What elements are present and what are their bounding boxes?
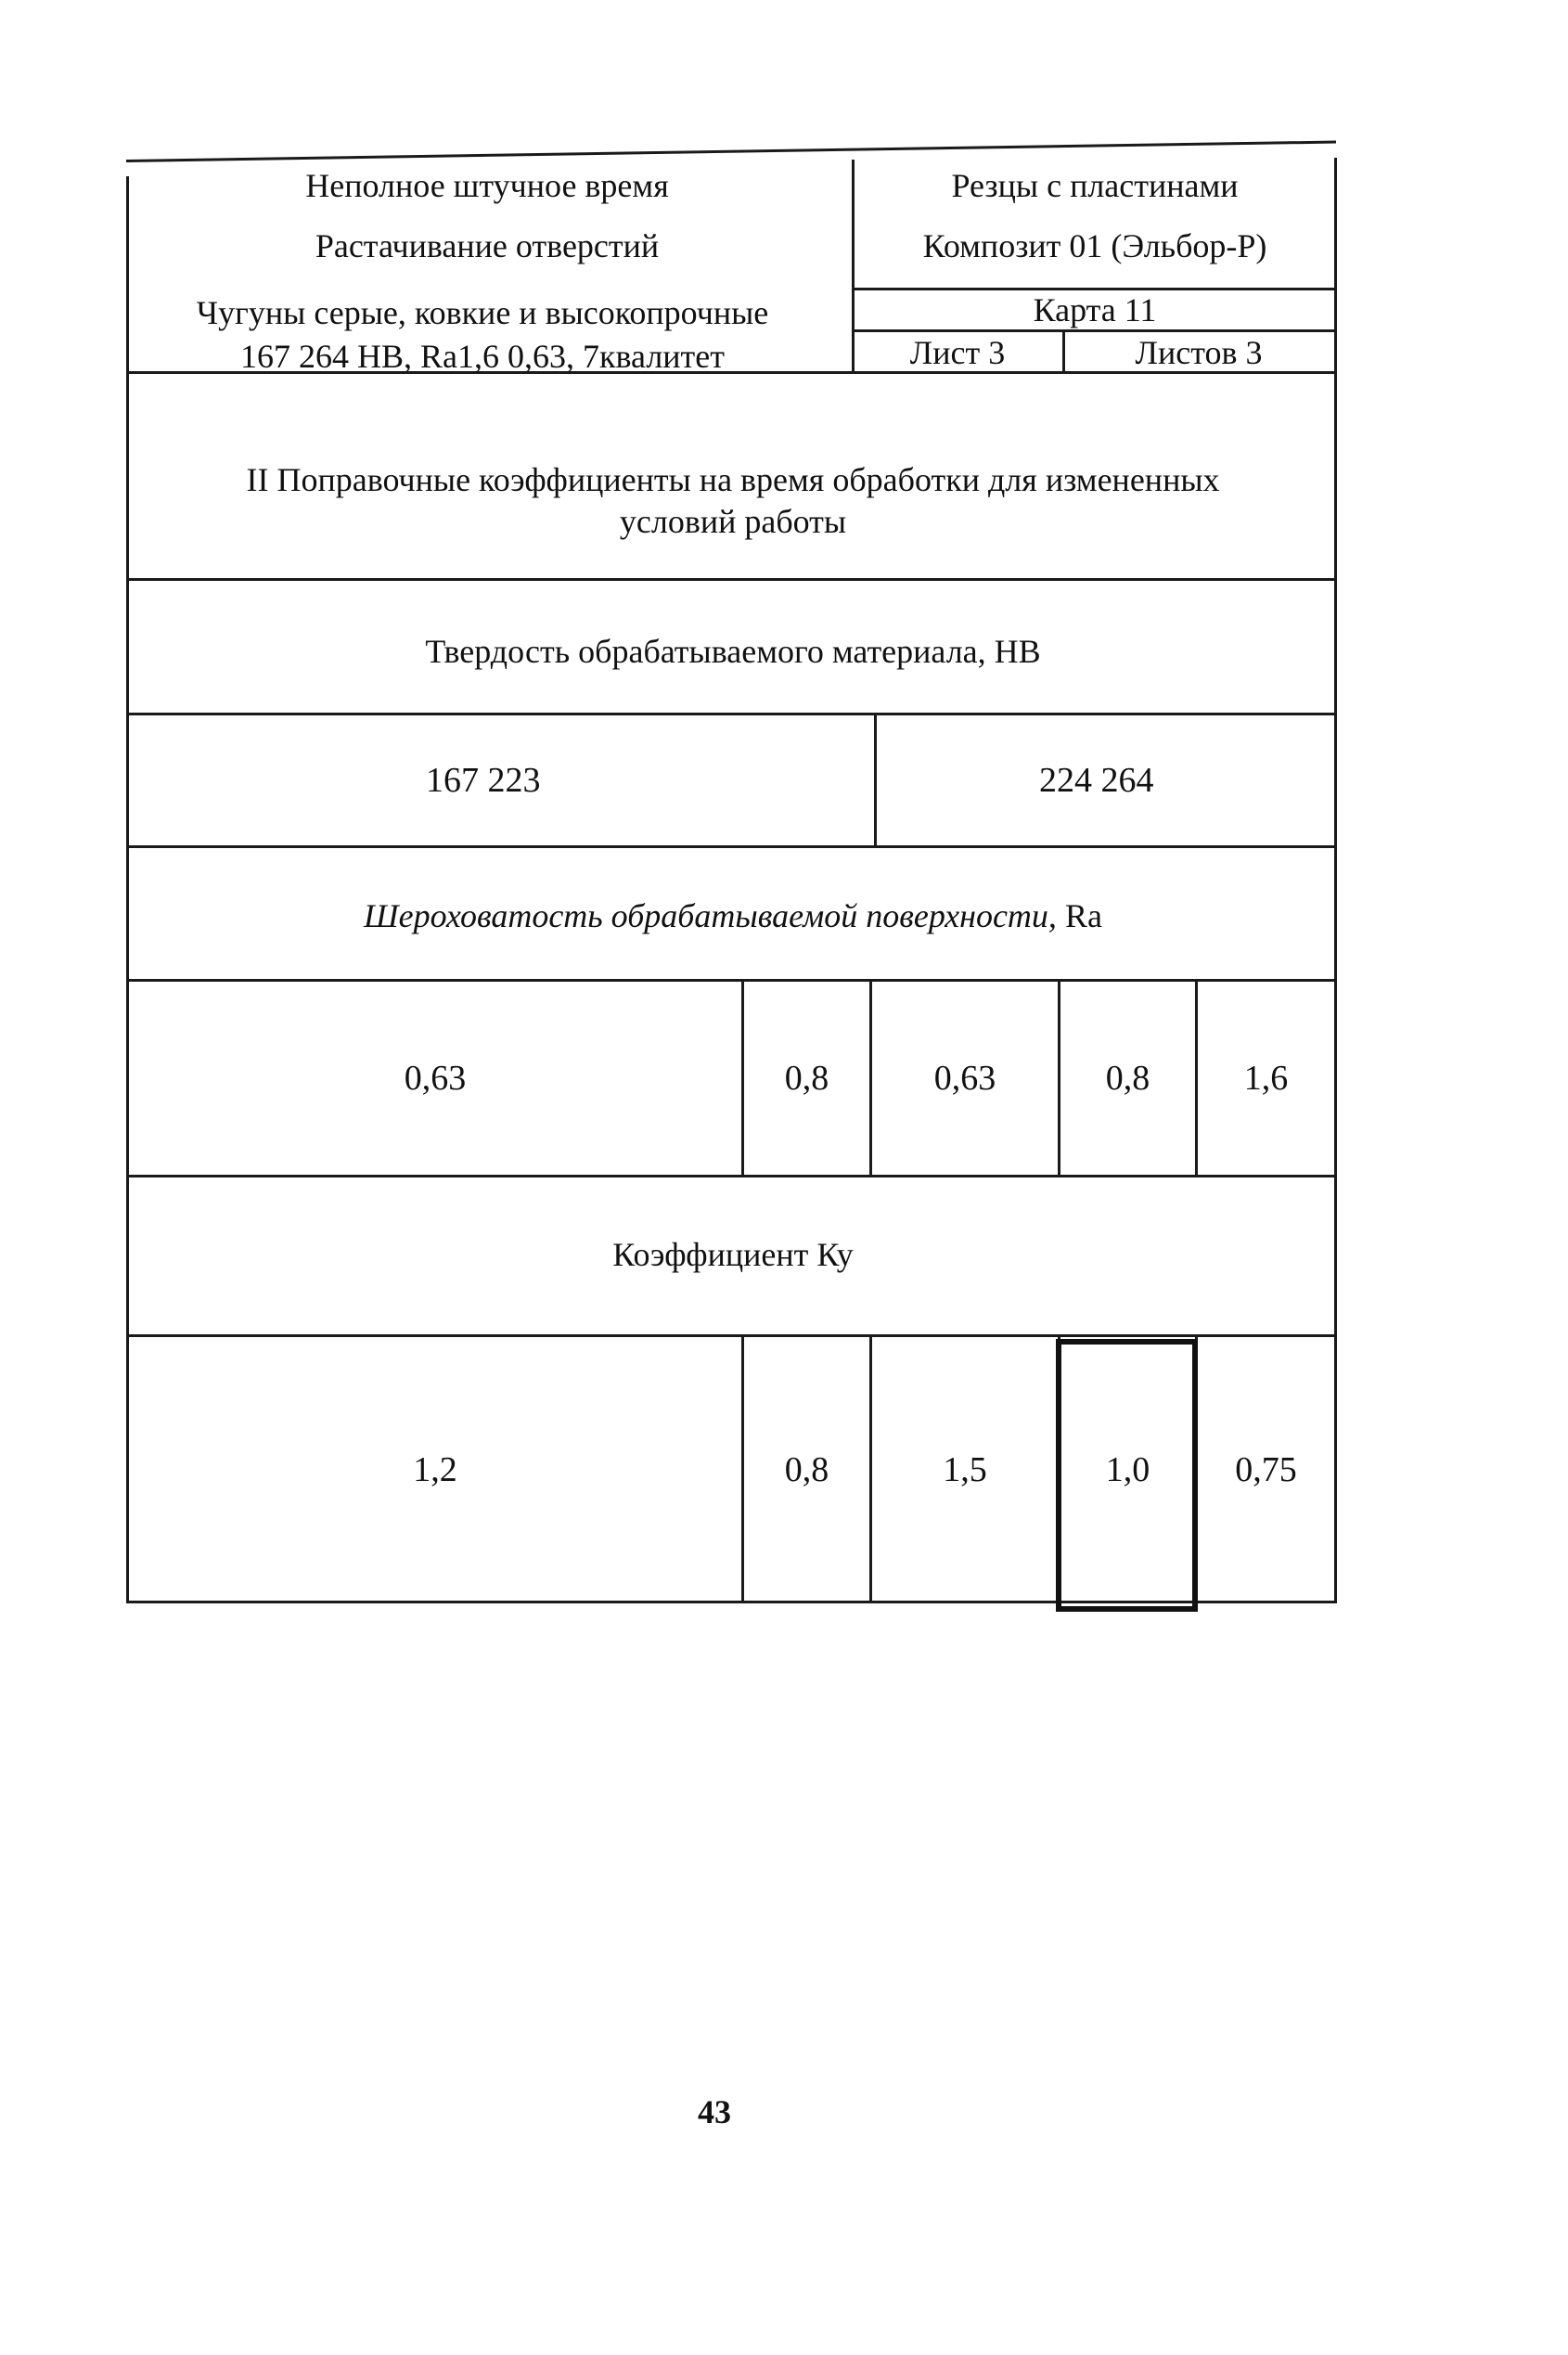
- section-ii-bottom: [126, 578, 1336, 581]
- roughness-value-3: 0,63: [933, 1059, 996, 1098]
- coefficient-title: Коэффициент Ку: [612, 1236, 854, 1273]
- roughness-values-bottom: [126, 1175, 1336, 1178]
- header-left-line-1: Неполное штучное время: [305, 167, 669, 204]
- hardness-ranges-bottom: [126, 845, 1336, 848]
- coefficient-value-2: 0,8: [784, 1449, 829, 1489]
- roughness-value-4: 0,8: [1105, 1059, 1150, 1098]
- sheets-total: Листов 3: [1135, 334, 1263, 371]
- roughness-title-text: Шероховатость обрабатываемой поверхности,: [364, 897, 1057, 934]
- hardness-title: Твердость обрабатываемого материала, НВ: [425, 633, 1041, 670]
- hardness-range-1: 167 223: [426, 761, 541, 800]
- coefficient-value-4: 1,0: [1105, 1449, 1150, 1489]
- section-title-line-1: II Поправочные коэффициенты на время обработки для измененных: [246, 461, 1220, 498]
- header-left-line-3: Чугуны серые, ковкие и высокопрочные: [196, 294, 769, 331]
- page-number: 43: [698, 2093, 731, 2130]
- coefficient-value-1: 1,2: [413, 1449, 457, 1489]
- table-top-border: [126, 141, 1336, 162]
- header-right-subdivider: [1062, 329, 1065, 373]
- table-right-border: [1334, 158, 1337, 1603]
- sheet-number: Лист 3: [909, 334, 1006, 371]
- coefficient-value-5: 0,75: [1235, 1449, 1297, 1489]
- roughness-value-1: 0,63: [404, 1059, 467, 1098]
- card-number: Карта 11: [1033, 291, 1157, 328]
- section-title-line-2: условий работы: [619, 503, 847, 540]
- roughness-value-5: 1,6: [1243, 1059, 1289, 1098]
- coefficient-value-3: 1,5: [943, 1449, 987, 1489]
- header-divider: [852, 160, 855, 373]
- roughness-title: [364, 895, 1102, 936]
- header-left-line-2: Растачивание отверстий: [315, 227, 660, 264]
- roughness-value-2: 0,8: [784, 1059, 829, 1098]
- header-left-line-4: 167 264 НВ, Ra1,6 0,63, 7квалитет: [240, 338, 725, 375]
- header-right-line-2: Композит 01 (Эльбор-Р): [922, 227, 1267, 264]
- roughness-title-suffix: Ra: [1064, 897, 1102, 934]
- hardness-range-2: 224 264: [1039, 761, 1154, 800]
- header-right-line-1: Резцы с пластинами: [951, 167, 1239, 204]
